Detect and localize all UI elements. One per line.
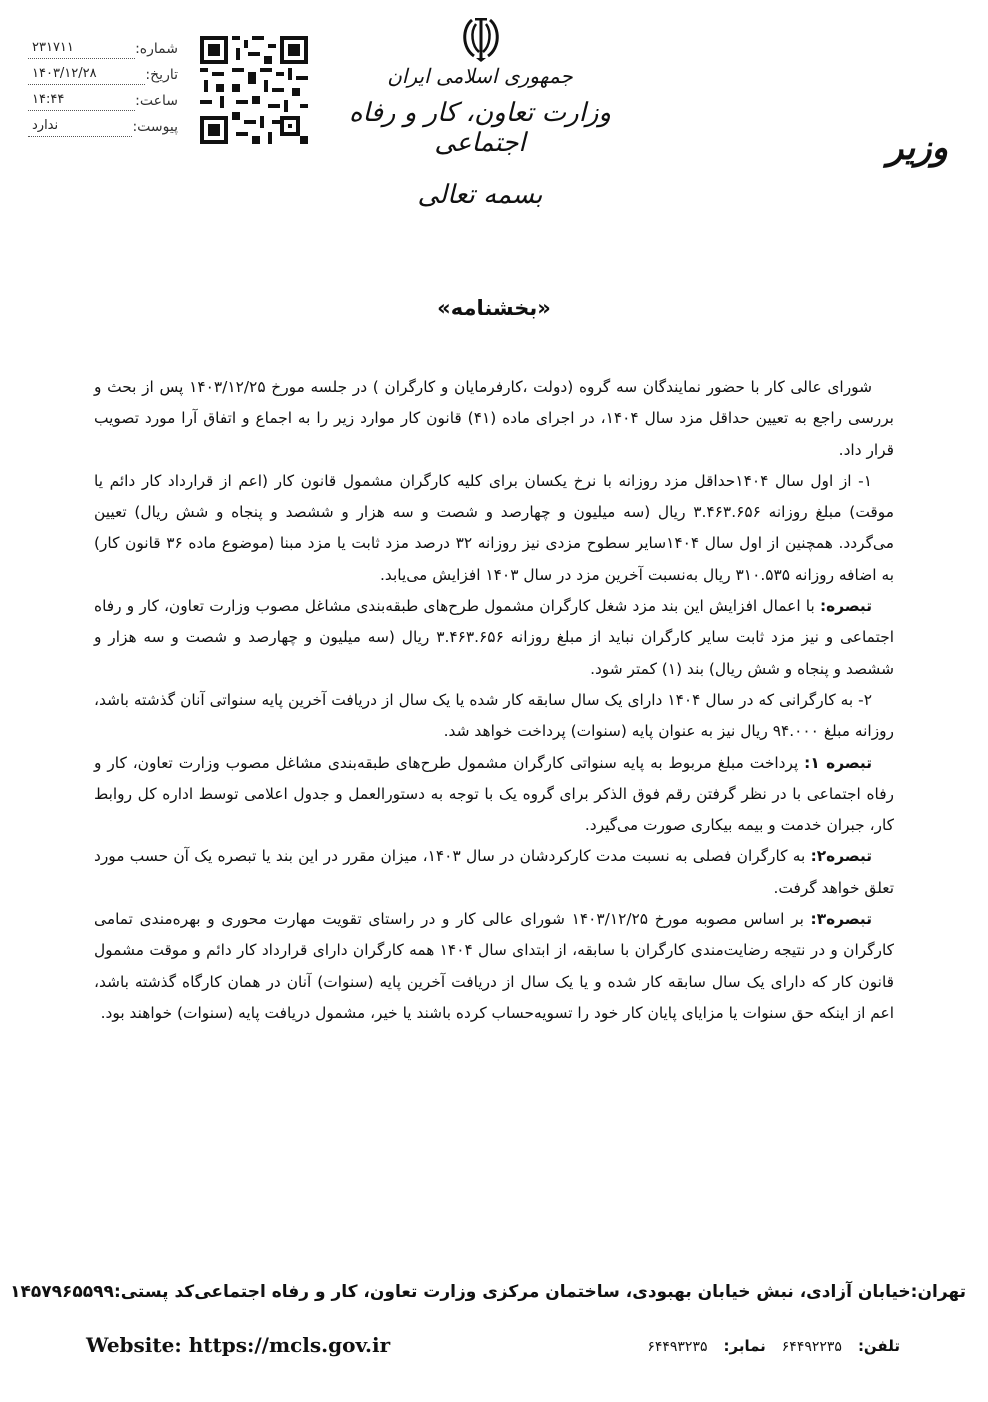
phone-number: ۶۴۴۹۲۲۳۵: [781, 1339, 842, 1355]
letter-time-label: ساعت:: [135, 93, 178, 109]
clause-2-note-3: [94, 904, 894, 1029]
clause-2-note-3-text: بر اساس مصوبه مورخ ۱۴۰۳/۱۲/۲۵ شورای عالی کار و در راستای تقویت مهارت محوری و بهره‌مندی تمامی کارگران و در نتیجه رضایت‌مندی کارگران با سابقه، از ابتدای سال ۱۴۰۴ همه کارگران دارای قرارداد کار دائم و موقت مشمول قانون کار که دارای یک سال سابقه کار شده و یا یک سال از دریافت آخرین پایه (سنوات) آنان در همان کارگاه گذشته باشد، اعم از اینکه حق سنوات یا مزایای پایان کار خود را تسویه‌حساب کرده باشند یا خیر، مشمول دریافت پایه (سنوات) خواهند بود.: [94, 910, 894, 1022]
clause-2-note-1-label: تبصره ۱:: [804, 753, 872, 772]
website-link[interactable]: Website: https://mcls.gov.ir: [86, 1333, 391, 1357]
letter-attachment-value: ندارد: [28, 116, 132, 137]
fax-number: ۶۴۴۹۳۲۳۵: [647, 1339, 708, 1355]
clause-2-note-1-text: پرداخت مبلغ مربوط به پایه سنواتی کارگران مشمول طرح‌های طبقه‌بندی مشاغل مصوب وزارت تعاون، کار و رفاه اجتماعی با در نظر گرفتن رقم فوق الذکر برای گروه یک با توجه به دستورالعمل و جدول اعلامی توسط اداره کل روابط کار، جبران خدمت و بیمه بیکاری صورت می‌گیرد.: [94, 753, 894, 835]
iran-emblem-icon: [458, 14, 504, 64]
postal-code-value: ۱۴۵۷۹۶۵۵۹۹: [10, 1282, 114, 1302]
intro-paragraph: شورای عالی کار با حضور نمایندگان سه گروه (دولت ،کارفرمایان و کارگران ) در جلسه مورخ ۱۴۰۳/۱۲/۲۵ پس از بحث و بررسی راجع به تعیین حداقل مزد سال ۱۴۰۴، در اجرای ماده (۴۱) قانون کار موارد زیر را به اجماع و اتفاق آرا مورد تصویب قرار داد.: [94, 378, 894, 459]
letter-date-row: [28, 62, 178, 88]
republic-name: جمهوری اسلامی ایران: [387, 64, 573, 88]
clause-2-note-2-text: به کارگران فصلی به نسبت مدت کارکردشان در سال ۱۴۰۳، میزان مقرر در این بند یا تبصره یک آن حسب مورد تعلق خواهد گرفت.: [94, 847, 894, 897]
letter-attachment-label: پیوست:: [132, 119, 178, 135]
document-title: «بخشنامه»: [437, 296, 551, 320]
footer-contacts: [647, 1337, 900, 1355]
postal-code: [10, 1282, 194, 1302]
letter-date-label: تاریخ:: [145, 67, 178, 83]
clause-1: ۱- از اول سال ۱۴۰۴حداقل مزد روزانه با نرخ یکسان برای کلیه کارگران مشمول قانون کار (اعم از قرارداد کار دائم یا موقت) مبلغ روزانه ۳.۴۶۳.۶۵۶ ریال (سه میلیون و چهارصد و شصت و سه هزار و ششصد و پنجاه و شش ریال) تعیین می‌گردد. همچنین از اول سال ۱۴۰۴سایر سطوح مزدی نیز روزانه ۳۲ درصد مزد ثابت یا مزد مبنا (موضوع ماده ۳۶ قانون کار) به اضافه روزانه ۳۱۰.۵۳۵ ریال به‌نسبت آخرین مزد در سال ۱۴۰۳ افزایش می‌یابد.: [94, 471, 894, 584]
letter-number-label: شماره:: [135, 41, 178, 57]
clause-1-note: [94, 591, 894, 685]
clause-1-note-text: با اعمال افزایش این بند مزد شغل کارگران مشمول طرح‌های طبقه‌بندی مشاغل مصوب وزارت تعاون، کار و رفاه اجتماعی و نیز مزد ثابت سایر کارگران نباید از مبلغ روزانه ۳.۴۶۳.۶۵۶ ریال (سه میلیون و چهارصد و شصت و سه هزار و ششصد و پنجاه و شش ریال) بند (۱) کمتر شود.: [94, 597, 894, 678]
letter-time-value: ۱۴:۴۴: [28, 90, 135, 111]
clause-2-note-1: [94, 748, 894, 842]
phone-label: تلفن:: [857, 1337, 900, 1355]
postal-code-label: کد پستی:: [113, 1282, 195, 1302]
letter-date-value: ۱۴۰۳/۱۲/۲۸: [28, 64, 145, 85]
clause-2-note-3-label: تبصره۳:: [810, 910, 872, 929]
letter-meta: [28, 36, 178, 140]
address-text: تهران:خیابان آزادی، نبش خیابان بهبودی، ساختمان مرکزی وزارت تعاون، کار و رفاه اجتماعی: [194, 1282, 966, 1302]
letter-time-row: [28, 88, 178, 114]
ministry-name: وزارت تعاون، کار و رفاه اجتماعی: [348, 98, 612, 158]
letter-number-row: [28, 36, 178, 62]
clause-2: ۲- به کارگرانی که در سال ۱۴۰۴ دارای یک سال سابقه کار شده یا یک سال از دریافت آخرین پایه سنواتی آنان گذشته باشد، روزانه مبلغ ۹۴.۰۰۰ ریال نیز به عنوان پایه (سنوات) پرداخت خواهد شد.: [94, 690, 894, 741]
qr-code-icon: [200, 36, 308, 144]
document-body: [94, 372, 894, 1029]
minister-title: وزیر: [886, 128, 948, 168]
footer-address: [10, 1282, 966, 1302]
clause-1-note-label: تبصره:: [819, 597, 872, 616]
letter-number-value: ۲۳۱۷۱۱: [28, 38, 135, 59]
bismillah: بسمه تعالی: [417, 180, 543, 210]
clause-2-note-2-label: تبصره۲:: [810, 847, 873, 866]
fax-label: نمابر:: [723, 1337, 766, 1355]
clause-2-note-2: [94, 841, 894, 904]
letterhead: [330, 64, 630, 210]
letter-attachment-row: [28, 114, 178, 140]
